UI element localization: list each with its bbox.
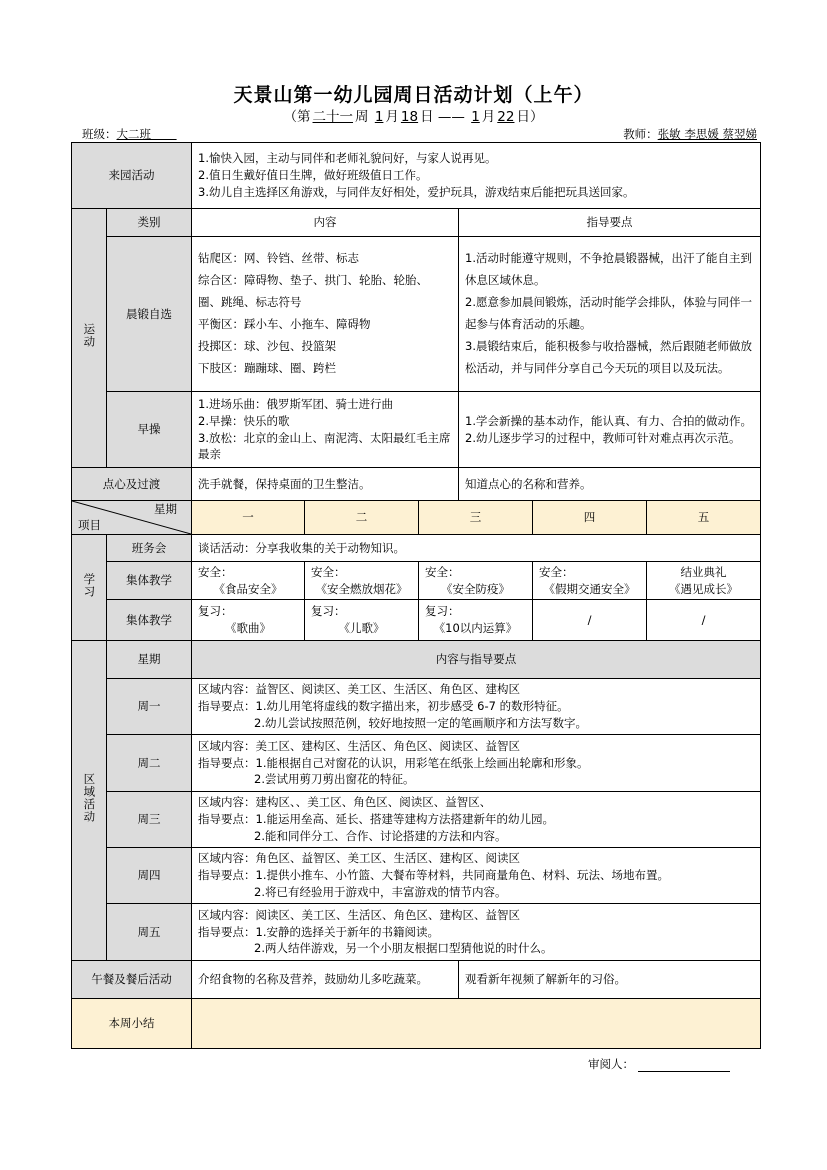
start-month: 1 bbox=[374, 109, 384, 125]
area-content-wed: 区域内容：建构区、、美工区、角色区、阅读区、益智区、 指导要点：1.能运用垒高、延长、搭建等建构方法搭建新年的幼儿园。 2.能和同伴分工、合作、讨论搭建的方法和内容。 bbox=[192, 792, 761, 848]
arrival-content: 1.愉快入园，主动与同伴和老师礼貌问好，与家人说再见。 2.值日生戴好值日生牌，做好班级值日工作。 3.幼儿自主选择区角游戏，与同伴友好相处，爱护玩具，游戏结束后能把玩具送回家。 bbox=[192, 143, 761, 209]
group-teaching-mon: 安全： 《食品安全》 bbox=[192, 562, 305, 600]
sport-type-header: 类别 bbox=[107, 209, 192, 237]
review-wed: 复习： 《10以内运算》 bbox=[419, 600, 533, 641]
group-teaching-thu: 安全： 《假期交通安全》 bbox=[533, 562, 647, 600]
area-content-thu: 区域内容：角色区、益智区、美工区、生活区、建构区、阅读区 指导要点：1.提供小推车、小竹篮、大餐布等材料，共同商量角色、材料、玩法、场地布置。 2.将已有经验用于游戏中，丰富游戏的情节内容。 bbox=[192, 848, 761, 904]
area-content-header: 内容与指导要点 bbox=[192, 641, 761, 679]
lunch-guide: 观看新年视频了解新年的习俗。 bbox=[459, 961, 761, 999]
group-teaching-fri: 结业典礼 《遇见成长》 bbox=[647, 562, 761, 600]
group-teaching-wed: 安全： 《安全防疫》 bbox=[419, 562, 533, 600]
day-header-tue: 二 bbox=[305, 501, 419, 535]
end-month: 1 bbox=[471, 109, 480, 125]
morning-exercise-guide: 1.活动时能遵守规则，不争抢晨锻器械，出汗了能自主到休息区域休息。 2.愿意参加晨间锻炼，活动时能学会排队，体验与同伴一起参与体育活动的乐趣。 3.晨锻结束后，能积极参与收拾器械，然后跟随老师做放松活动，并与同伴分享自己今天玩的项目以及玩法。 bbox=[459, 237, 761, 392]
sport-guide-header: 指导要点 bbox=[459, 209, 761, 237]
sport-content-header: 内容 bbox=[192, 209, 459, 237]
morning-exercise-label: 晨锻自选 bbox=[107, 237, 192, 392]
review-thu: / bbox=[533, 600, 647, 641]
date-range: （第 二十一 周 1 月 18 日 —— 1 月 22 日） bbox=[283, 109, 544, 125]
area-day-thu: 周四 bbox=[107, 848, 192, 904]
teacher-names: 张敏 李思媛 蔡翌娣 bbox=[657, 127, 757, 141]
end-day: 22 bbox=[497, 109, 515, 125]
area-content-fri: 区域内容：阅读区、美工区、生活区、角色区、建构区、益智区 指导要点：1.安静的选择关于新年的书籍阅读。 2.两人结伴游戏，另一个小朋友根据口型猜他说的时什么。 bbox=[192, 904, 761, 961]
area-day-fri: 周五 bbox=[107, 904, 192, 961]
summary-content bbox=[192, 999, 761, 1049]
group-teaching-label-2: 集体教学 bbox=[107, 600, 192, 641]
area-content-mon: 区域内容：益智区、阅读区、美工区、生活区、角色区、建构区 指导要点：1.幼儿用笔将虚线的数字描出来，初步感受 6-7 的数形特征。 2.幼儿尝试按照范例，较好地按照一定的笔画顺序和方法写数字。 bbox=[192, 679, 761, 735]
morning-exercise-content: 钻爬区：网、铃铛、丝带、标志 综合区：障碍物、垫子、拱门、轮胎、轮胎、 圈、跳绳、标志符号 平衡区：踩小车、小拖车、障碍物 投掷区：球、沙包、投篮架 下肢区：蹦蹦球、圈、跨栏 bbox=[192, 237, 459, 392]
arrival-label: 来园活动 bbox=[72, 143, 192, 209]
area-day-tue: 周二 bbox=[107, 735, 192, 792]
snack-guide: 知道点心的名称和营养。 bbox=[459, 468, 761, 501]
area-content-tue: 区域内容：美工区、建构区、生活区、角色区、阅读区、益智区 指导要点：1.能根据自己对窗花的认识，用彩笔在纸张上绘画出轮廓和形象。 2.尝试用剪刀剪出窗花的特征。 bbox=[192, 735, 761, 792]
area-day-mon: 周一 bbox=[107, 679, 192, 735]
plan-table bbox=[71, 142, 761, 1049]
area-day-header: 星期 bbox=[107, 641, 192, 679]
teacher-info: 教师：张敏 李思媛 蔡翌娣 bbox=[623, 127, 757, 141]
group-teaching-label-1: 集体教学 bbox=[107, 562, 192, 600]
morning-drill-content: 1.进场乐曲：俄罗斯军团、骑士进行曲 2.早操：快乐的歌 3.放松：北京的金山上、南泥湾、太阳最红毛主席最亲 bbox=[192, 392, 459, 468]
week-number: 二十一 bbox=[312, 109, 354, 125]
class-meeting-content: 谈话活动：分享我收集的关于动物知识。 bbox=[192, 535, 761, 562]
review-mon: 复习： 《歌曲》 bbox=[192, 600, 305, 641]
class-name: 大二班 bbox=[116, 127, 151, 141]
area-day-wed: 周三 bbox=[107, 792, 192, 848]
class-info: 班级：大二班 bbox=[82, 127, 151, 141]
morning-drill-label: 早操 bbox=[107, 392, 192, 468]
week-item-header: 星期 项目 bbox=[72, 501, 192, 535]
summary-label: 本周小结 bbox=[72, 999, 192, 1049]
day-header-wed: 三 bbox=[419, 501, 533, 535]
sport-label: 运动 bbox=[72, 209, 107, 468]
lunch-label: 午餐及餐后活动 bbox=[72, 961, 192, 999]
morning-drill-guide: 1.学会新操的基本动作，能认真、有力、合拍的做动作。 2.幼儿逐步学习的过程中，教师可针对难点再次示范。 bbox=[459, 392, 761, 468]
review-fri: / bbox=[647, 600, 761, 641]
page-title: 天景山第一幼儿园周日活动计划（上午） bbox=[233, 84, 594, 106]
lunch-content: 介绍食物的名称及营养，鼓励幼儿多吃蔬菜。 bbox=[192, 961, 459, 999]
study-label: 学习 bbox=[72, 535, 107, 641]
snack-label: 点心及过渡 bbox=[72, 468, 192, 501]
class-meeting-label: 班务会 bbox=[107, 535, 192, 562]
day-header-fri: 五 bbox=[647, 501, 761, 535]
reviewer-line bbox=[638, 1060, 730, 1072]
area-activity-label: 区域活动 bbox=[72, 641, 107, 961]
day-header-mon: 一 bbox=[192, 501, 305, 535]
group-teaching-tue: 安全： 《安全燃放烟花》 bbox=[305, 562, 419, 600]
day-header-thu: 四 bbox=[533, 501, 647, 535]
review-tue: 复习： 《儿歌》 bbox=[305, 600, 419, 641]
start-day: 18 bbox=[400, 109, 419, 125]
snack-content: 洗手就餐，保持桌面的卫生整洁。 bbox=[192, 468, 459, 501]
reviewer-signature: 审阅人： bbox=[588, 1056, 730, 1072]
